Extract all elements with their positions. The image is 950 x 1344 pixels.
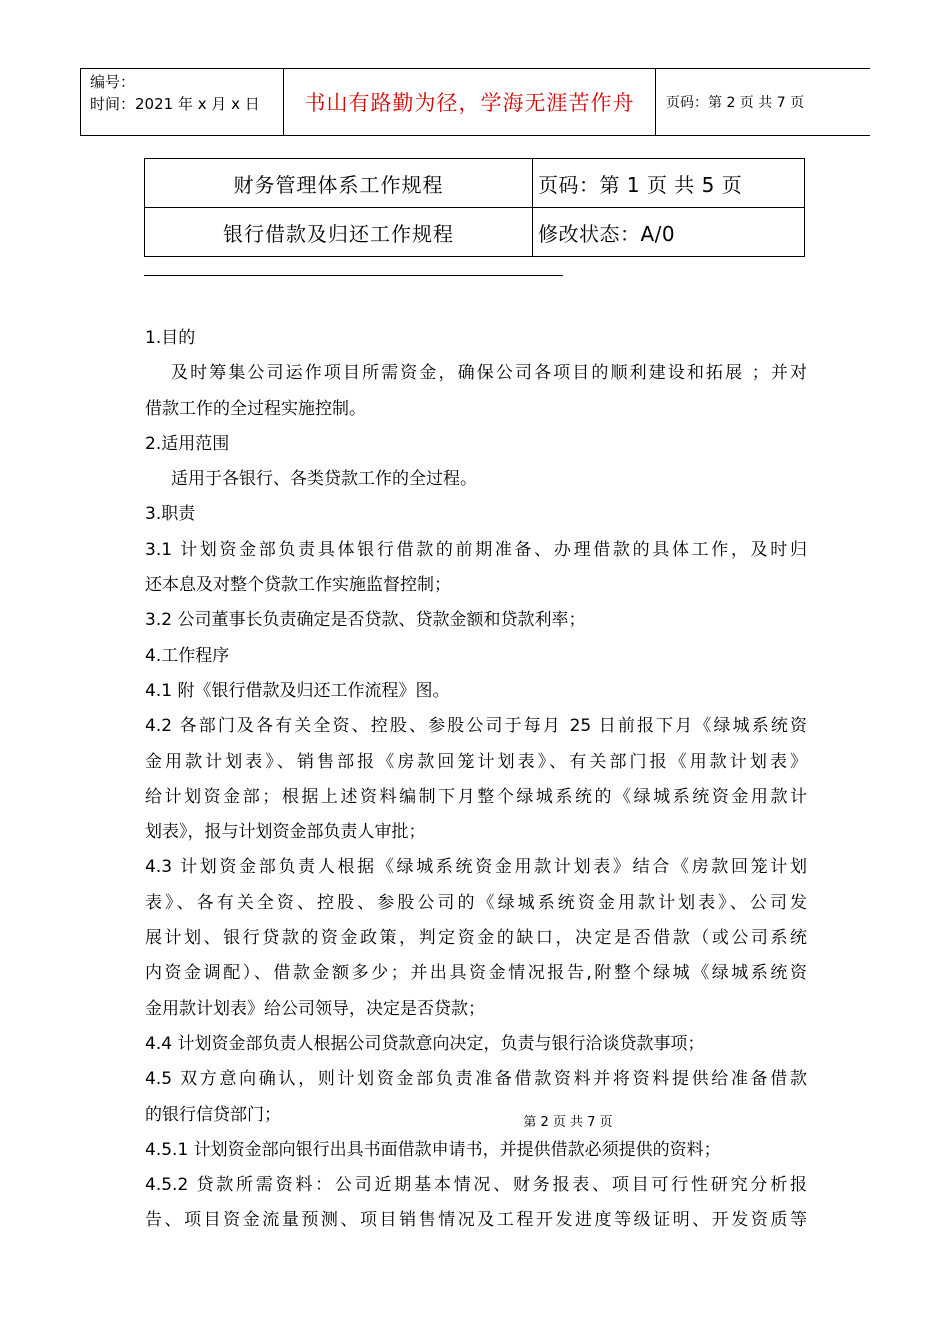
- header-motto: 书山有路勤为径，学海无涯苦作舟: [284, 69, 656, 135]
- section-heading: 3.职责: [145, 504, 196, 525]
- paragraph-line: 划表》，报与计划资金部负责人审批；: [145, 822, 426, 843]
- procedure-title: 银行借款及归还工作规程: [145, 208, 533, 257]
- doc-info-table: [144, 158, 805, 257]
- page-header: [80, 68, 870, 136]
- paragraph-line: 告、项目资金流量预测、项目销售情况及工程开发进度等级证明、开发资质等: [145, 1210, 807, 1231]
- paragraph-line: 还本息及对整个贷款工作实施监督控制；: [145, 575, 451, 596]
- divider-line: [144, 275, 563, 276]
- header-meta: [81, 69, 284, 135]
- doc-time-label: 时间：2021 年 x 月 x 日: [90, 95, 260, 113]
- doc-number-label: 编号：: [90, 73, 136, 91]
- paragraph-line: 3.2 公司董事长负责确定是否贷款、贷款金额和贷款利率；: [145, 610, 586, 631]
- paragraph-line: 展计划、银行贷款的资金政策，判定资金的缺口，决定是否借款（或公司系统: [145, 928, 807, 949]
- paragraph-line: 适用于各银行、各类贷款工作的全过程。: [171, 469, 477, 490]
- paragraph-line: 的银行信贷部门；: [145, 1104, 281, 1125]
- revision-status: 修改状态：A/0: [533, 208, 805, 257]
- section-heading: 1.目的: [145, 328, 196, 348]
- paragraph-line: 4.3 计划资金部负责人根据《绿城系统资金用款计划表》结合《房款回笼计划: [145, 857, 807, 878]
- paragraph-line: 4.2 各部门及各有关全资、控股、参股公司于每月 25 日前报下月《绿城系统资: [145, 716, 807, 737]
- paragraph-line: 4.5 双方意向确认，则计划资金部负责准备借款资料并将资料提供给准备借款: [145, 1069, 807, 1090]
- table-row: [145, 208, 805, 257]
- paragraph-line: 表》、各有关全资、控股、参股公司的《绿城系统资金用款计划表》、公司发: [145, 892, 807, 913]
- table-row: [145, 159, 805, 208]
- paragraph-line: 及时筹集公司运作项目所需资金，确保公司各项目的顺利建设和拓展 ；并对: [171, 363, 807, 384]
- paragraph-line: 4.1 附《银行借款及归还工作流程》图。: [145, 680, 450, 701]
- paragraph-line: 4.4 计划资金部负责人根据公司贷款意向决定，负责与银行洽谈贷款事项；: [145, 1033, 705, 1054]
- document-body: [145, 321, 807, 1239]
- header-page-info: 页码：第 2 页 共 7 页: [666, 95, 805, 111]
- section-heading: 2.适用范围: [145, 433, 230, 454]
- paragraph-line: 3.1 计划资金部负责具体银行借款的前期准备、办理借款的具体工作，及时归: [145, 539, 807, 560]
- paragraph-line: 借款工作的全过程实施控制。: [145, 398, 366, 419]
- table-page-number: 页码：第 1 页 共 5 页: [533, 159, 805, 208]
- system-title: 财务管理体系工作规程: [145, 159, 533, 208]
- paragraph-line: 4.5.2 贷款所需资料：公司近期基本情况、财务报表、项目可行性研究分析报: [145, 1175, 807, 1196]
- paragraph-line: 给计划资金部；根据上述资料编制下月整个绿城系统的《绿城系统资金用款计: [145, 786, 807, 807]
- paragraph-line: 内资金调配）、借款金额多少；并出具资金情况报告,附整个绿城《绿城系统资: [145, 963, 807, 984]
- section-heading: 4.工作程序: [145, 645, 230, 666]
- paragraph-line: 金用款计划表》给公司领导，决定是否贷款；: [145, 998, 485, 1019]
- page-footer: 第 2 页 共 7 页: [523, 1115, 613, 1130]
- paragraph-line: 金用款计划表》、销售部报《房款回笼计划表》、有关部门报《用款计划表》: [145, 751, 807, 772]
- paragraph-line: 4.5.1 计划资金部向银行出具书面借款申请书，并提供借款必须提供的资料；: [145, 1139, 721, 1160]
